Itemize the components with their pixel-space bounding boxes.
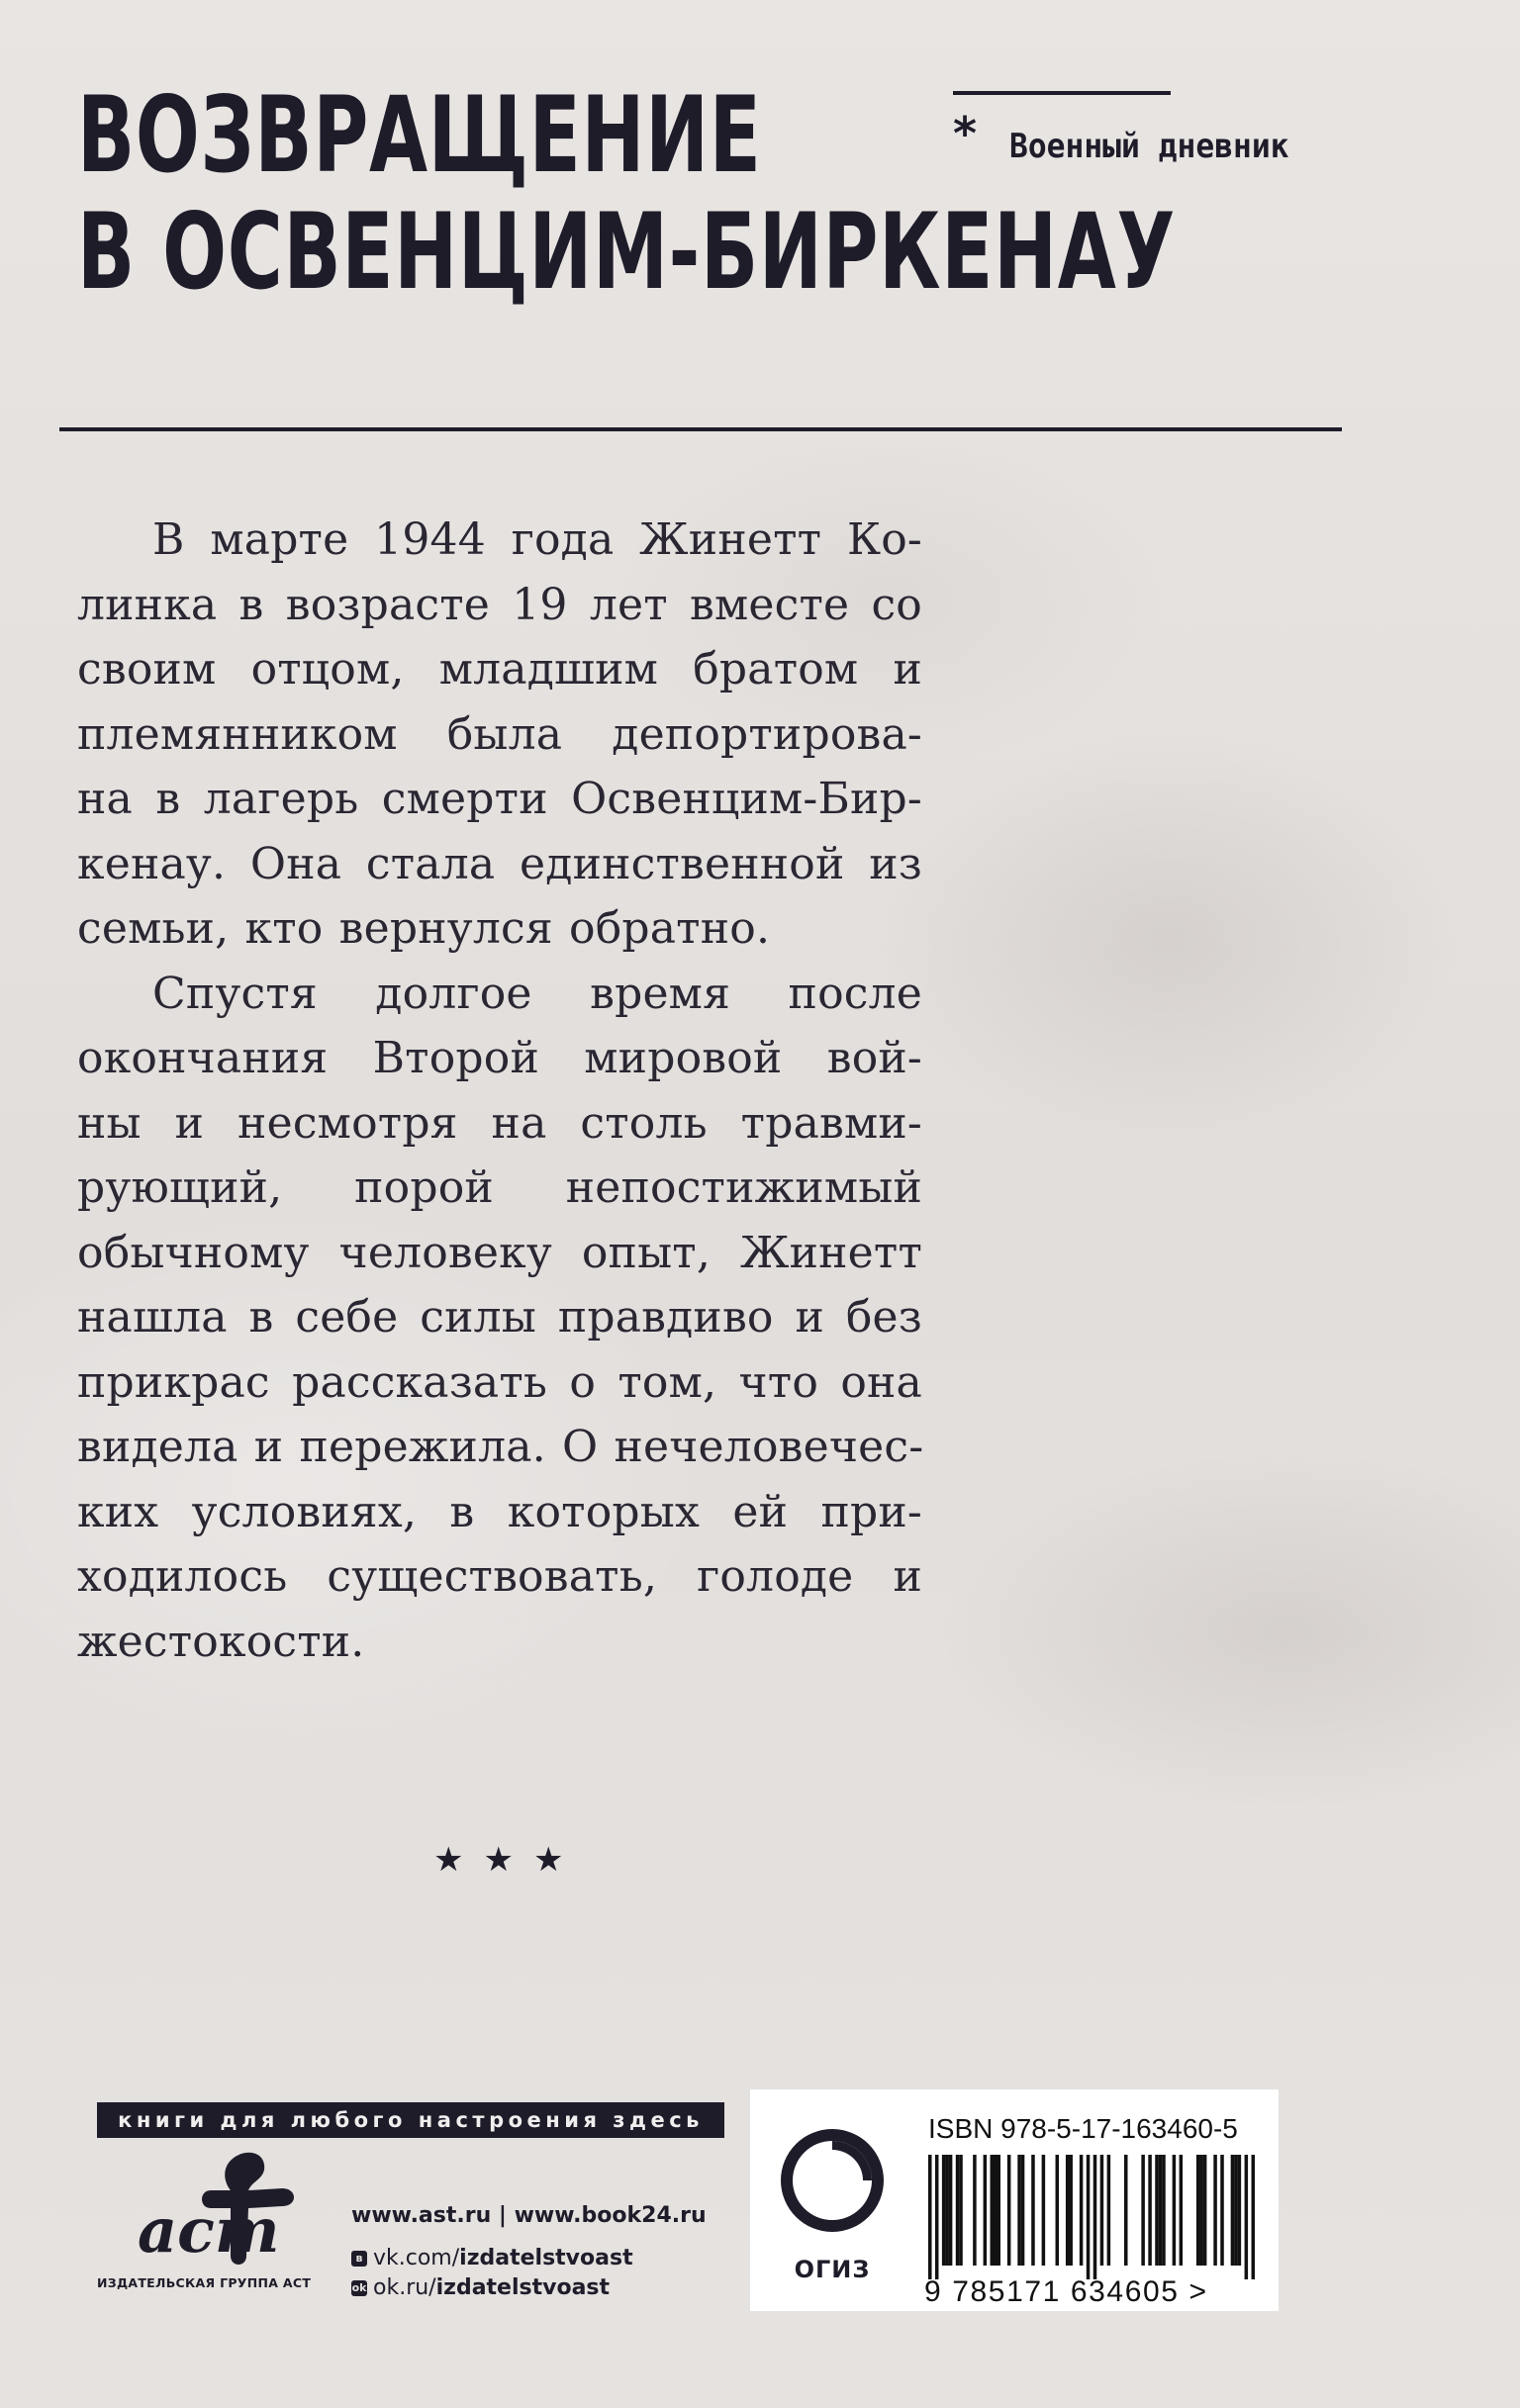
annotation-paragraph-1 [77, 508, 922, 962]
barcode-bar [1007, 2155, 1011, 2266]
barcode-bar [1159, 2155, 1163, 2266]
barcode-bar [1199, 2155, 1203, 2266]
barcode-bar [1100, 2155, 1104, 2266]
text-line: жестокости. [77, 1616, 365, 1667]
ok-icon: ok [351, 2281, 367, 2294]
barcode-digits: 9 785171 634605 > [924, 2275, 1208, 2308]
barcode-bar [945, 2155, 949, 2266]
text-line: племянником была депортирова- [77, 708, 922, 760]
publisher-links [351, 2198, 707, 2303]
ast-logo-text: аст [138, 2194, 280, 2267]
ast-logo-icon [114, 2145, 332, 2273]
text-line: семьи, кто вернулся обратно. [77, 903, 771, 954]
series-label: Военный дневник [1009, 127, 1289, 166]
barcode-bar [1155, 2155, 1159, 2266]
barcode-bar [1069, 2155, 1073, 2266]
barcode-bar [928, 2155, 932, 2279]
text-line: нашла в себе силы правдиво и без [77, 1292, 922, 1343]
text-line: на в лагерь смерти Освенцим-Бир- [77, 774, 922, 824]
text-line: своим отцом, младшим братом и [77, 644, 922, 695]
section-separator-stars: ★★★ [433, 1840, 584, 1880]
barcode-bar [1080, 2155, 1084, 2266]
barcode-bar [1148, 2155, 1152, 2266]
series-label-rule [953, 91, 1171, 95]
barcode-bar [1066, 2155, 1070, 2266]
ok-link[interactable] [351, 2273, 707, 2303]
text-line: кенау. Она стала единственной из [77, 838, 922, 889]
barcode-bar [1213, 2155, 1217, 2266]
barcode-bar [997, 2155, 1000, 2266]
title-line-2: В ОСВЕНЦИМ-БИРКЕНАУ [77, 191, 1177, 313]
series-asterisk: * [953, 107, 978, 160]
barcode-bar [984, 2155, 988, 2266]
website-links[interactable]: www.ast.ru | www.book24.ru [351, 2203, 707, 2228]
text-line: линка в возрасте 19 лет вместе со [77, 579, 922, 630]
barcode-bar [1031, 2155, 1035, 2266]
barcode-bar [1231, 2155, 1235, 2266]
barcode-bar [1017, 2155, 1021, 2266]
vk-link-prefix: vk.com/ [373, 2246, 460, 2270]
text-line: видела и пережила. О нечеловечес- [77, 1422, 924, 1472]
text-line: ких условиях, в которых ей при- [77, 1486, 922, 1537]
barcode-bar [1107, 2155, 1111, 2266]
barcode-bar [1203, 2155, 1207, 2266]
barcode-bar [994, 2155, 998, 2266]
barcode-bar [1252, 2155, 1255, 2279]
title-line-1: ВОЗВРАЩЕНИЕ [77, 74, 762, 196]
publisher-caption: ИЗДАТЕЛЬСКАЯ ГРУППА АСТ [97, 2275, 312, 2290]
vk-icon: в [351, 2251, 367, 2267]
barcode-bar [1173, 2155, 1177, 2266]
barcode-bar [949, 2155, 953, 2266]
imprint-name: ОГИЗ [794, 2256, 871, 2283]
barcode-bar [1220, 2155, 1224, 2266]
barcode-bar [959, 2155, 963, 2266]
barcode-bar [1056, 2155, 1060, 2266]
ok-link-prefix: ok.ru/ [373, 2275, 436, 2300]
header-divider [59, 427, 1342, 431]
text-line: Спустя долгое время после [152, 968, 922, 1019]
barcode-bar [1234, 2155, 1238, 2266]
barcode-bar [1093, 2155, 1097, 2279]
barcode-bar [1245, 2155, 1249, 2279]
vk-link-handle: izdatelstvoast [459, 2246, 633, 2270]
text-line: прикрас рассказать о том, что она [77, 1356, 922, 1408]
tagline-bar: книги для любого настроения здесь [97, 2102, 724, 2138]
ogiz-logo-icon [768, 2121, 897, 2240]
vk-link[interactable] [351, 2244, 707, 2273]
barcode-bar [942, 2155, 946, 2266]
ok-link-handle: izdatelstvoast [435, 2275, 611, 2300]
barcode-bar [935, 2155, 939, 2279]
barcode-bar [1021, 2155, 1025, 2266]
barcode-bar [1162, 2155, 1166, 2266]
annotation-paragraph-2 [77, 962, 922, 1675]
text-line: обычному человеку опыт, Жинетт [77, 1227, 922, 1278]
barcode-bar [1180, 2155, 1184, 2266]
barcode-bar [1196, 2155, 1200, 2266]
text-line: ходилось существовать, голоде и [77, 1551, 922, 1602]
barcode-bar [956, 2155, 960, 2266]
barcode-bar [1042, 2155, 1046, 2266]
barcode-panel [750, 2089, 1279, 2311]
barcode-bar [1124, 2155, 1128, 2266]
text-line: окончания Второй мировой вой- [77, 1033, 922, 1083]
barcode-bar [1141, 2155, 1145, 2266]
book-title [77, 74, 1354, 313]
text-line: В марте 1944 года Жинетт Ко- [152, 514, 922, 565]
text-line: ны и несмотря на столь травми- [77, 1097, 922, 1149]
annotation [77, 508, 922, 1674]
barcode-bar [1238, 2155, 1242, 2266]
barcode-bar [973, 2155, 977, 2266]
barcode-bar [991, 2155, 995, 2266]
isbn-number: ISBN 978-5-17-163460-5 [928, 2113, 1238, 2144]
barcode-bar [1087, 2155, 1091, 2279]
barcode-icon [928, 2155, 1255, 2279]
text-line: рующий, порой непостижимый [77, 1162, 922, 1213]
